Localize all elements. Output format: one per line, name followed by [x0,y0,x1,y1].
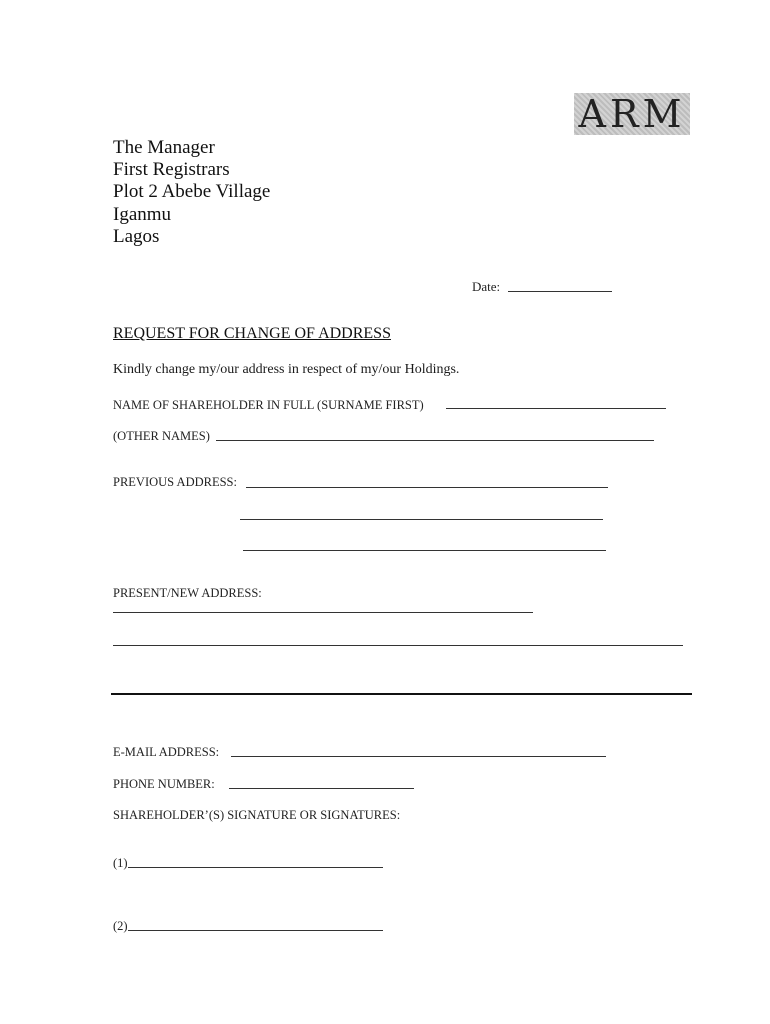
shareholder-name-label: NAME OF SHAREHOLDER IN FULL (SURNAME FIRST) [113,398,424,412]
email-label: E-MAIL ADDRESS: [113,745,220,759]
previous-address-field-2[interactable] [240,519,603,520]
previous-address-label: PREVIOUS ADDRESS: [113,475,237,489]
date-field[interactable] [508,291,612,292]
present-address-field-2[interactable] [113,645,683,646]
arm-logo [574,93,690,135]
present-address-field-1[interactable] [113,612,533,613]
addressee-line-2: First Registrars [113,159,230,180]
section-divider [111,693,692,695]
previous-address-field-3[interactable] [243,550,606,551]
date-label: Date: [472,279,501,294]
signature-1-label: (1) [113,856,128,870]
shareholder-name-field[interactable] [446,408,666,409]
logo-text: ARM [578,92,686,136]
phone-label: PHONE NUMBER: [113,777,215,791]
addressee-line-5: Lagos [113,226,160,247]
addressee-line-3: Plot 2 Abebe Village [113,181,271,202]
email-field[interactable] [231,756,606,757]
other-names-field[interactable] [216,440,654,441]
intro-text: Kindly change my/our address in respect of my/our Holdings. [113,362,460,377]
previous-address-field-1[interactable] [246,487,608,488]
addressee-line-1: The Manager [113,137,215,158]
signature-2-label: (2) [113,919,128,933]
present-address-label: PRESENT/NEW ADDRESS: [113,586,262,600]
other-names-label: (OTHER NAMES) [113,429,210,443]
addressee-line-4: Iganmu [113,204,172,225]
signature-2-field[interactable] [128,930,383,931]
form-title: REQUEST FOR CHANGE OF ADDRESS [113,325,391,342]
signature-1-field[interactable] [128,867,383,868]
signatures-label: SHAREHOLDER’(S) SIGNATURE OR SIGNATURES: [113,808,401,822]
phone-field[interactable] [229,788,414,789]
